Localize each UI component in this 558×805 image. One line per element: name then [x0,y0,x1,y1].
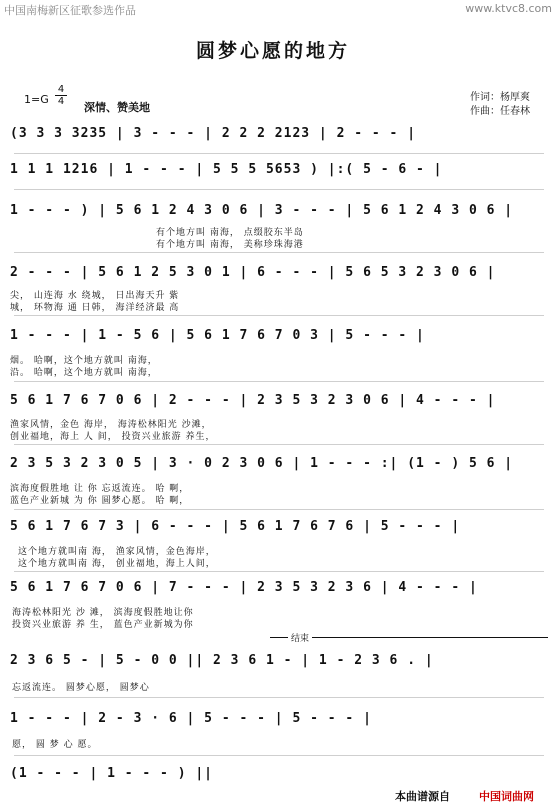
lyrics-row-8-verse-2: 这个地方就叫南 海， 创业福地，海上人间， [18,559,216,569]
lyrics-row-11: 愿， 圆 梦 心 愿。 [12,740,98,750]
row-divider [14,444,544,445]
lyrics-row-6-verse-2: 创业福地，海上 人 间， 投资兴业旅游 养生， [10,432,216,442]
lyrics-row-6-verse-1: 渔家风情，金色 海岸， 海涛松林阳光 沙滩， [10,420,212,430]
lyrics-row-5-verse-2: 沿。 哈啊，这个地方就叫 南海， [10,368,158,378]
key-label: 1=G [24,93,49,106]
lyrics-row-5-verse-1: 烟。 哈啊，这个地方就叫 南海， [10,356,158,366]
lyrics-row-8-verse-1: 这个地方就叫南 海， 渔家风情，金色海岸， [18,547,216,557]
lyrics-row-4-verse-1: 尖， 山连海 水 绕城， 日出海天升 紫 [10,291,180,301]
score-row-7: 2 3 5 3 2 3 0 5 | 3 · 0 2 3 0 6 | 1 - - - :| (1 - ) 5 6 | [10,456,514,471]
score-row-9: 5 6 1 7 6 7 0 6 | 7 - - - | 2 3 5 3 2 3 6 | 4 - - - | [10,580,478,595]
lyrics-row-10: 忘返流连。 圆梦心愿， 圆梦心 [12,683,150,693]
lyrics-row-9-verse-2: 投资兴业旅游 养 生， 蓝色产业新城为你 [12,620,194,630]
score-row-1: (3 3 3 3235 | 3 - - - | 2 2 2 2123 | 2 - - - | [10,126,417,141]
score-row-11: 1 - - - | 2 - 3 · 6 | 5 - - - | 5 - - - | [10,711,372,726]
page-title: 圆梦心愿的地方 [196,40,351,62]
footer-source-label: 本曲谱源自 [395,790,450,803]
lyrics-row-9-verse-1: 海涛松林阳光 沙 滩， 滨海度假胜地让你 [12,608,194,618]
footer-site-name: 中国词曲网 [479,790,534,803]
score-row-5: 1 - - - | 1 - 5 6 | 5 6 1 7 6 7 0 3 | 5 - - - | [10,328,425,343]
row-divider [14,509,544,510]
score-row-2: 1 1 1 1216 | 1 - - - | 5 5 5 5653 ) |:( 5 - 6 - | [10,162,443,177]
time-sig-denominator: 4 [57,96,65,107]
lyrics-row-4-verse-2: 城， 环物海 通 日韩， 海洋经济最 高 [10,303,180,313]
row-divider [14,755,544,756]
score-row-6: 5 6 1 7 6 7 0 6 | 2 - - - | 2 3 5 3 2 3 0 6 | 4 - - - | [10,393,496,408]
time-signature [55,84,67,107]
watermark-right: www.ktvc8.com [465,2,552,15]
watermark-left: 中国南梅新区征歌参选作品 [4,4,136,17]
score-row-8: 5 6 1 7 6 7 3 | 6 - - - | 5 6 1 7 6 7 6 | 5 - - - | [10,519,461,534]
row-divider [14,571,544,572]
lyrics-row-7-verse-2: 蓝色产业新城 为 你 圆梦心愿。 哈 啊， [10,496,190,506]
score-row-3: 1 - - - ) | 5 6 1 2 4 3 0 6 | 3 - - - | 5 6 1 2 4 3 0 6 | [10,203,514,218]
ending-marker: 结束 [288,631,312,644]
score-row-12: (1 - - - | 1 - - - ) || [10,766,214,781]
lyrics-row-3-verse-2: 有个地方叫 南海， 美称珍珠海港 [156,240,304,250]
composer-credit: 作曲：任春林 [470,106,530,117]
row-divider [14,189,544,190]
row-divider [14,252,544,253]
tempo-marking: 深情、赞美地 [84,101,150,114]
lyricist-credit: 作词：杨厚爽 [470,92,530,103]
row-divider [14,381,544,382]
lyrics-row-3-verse-1: 有个地方叫 南海， 点缀胶东半岛 [156,228,304,238]
score-row-4: 2 - - - | 5 6 1 2 5 3 0 1 | 6 - - - | 5 6 5 3 2 3 0 6 | [10,265,496,280]
row-divider [14,315,544,316]
row-divider [14,697,544,698]
key-signature [24,93,49,106]
score-row-10: 2 3 6 5 - | 5 - 0 0 || 2 3 6 1 - | 1 - 2 3 6 . | [10,653,434,668]
row-divider [14,153,544,154]
lyrics-row-7-verse-1: 滨海度假胜地 让 你 忘返流连。 哈 啊， [10,484,190,494]
time-sig-numerator: 4 [57,84,65,95]
